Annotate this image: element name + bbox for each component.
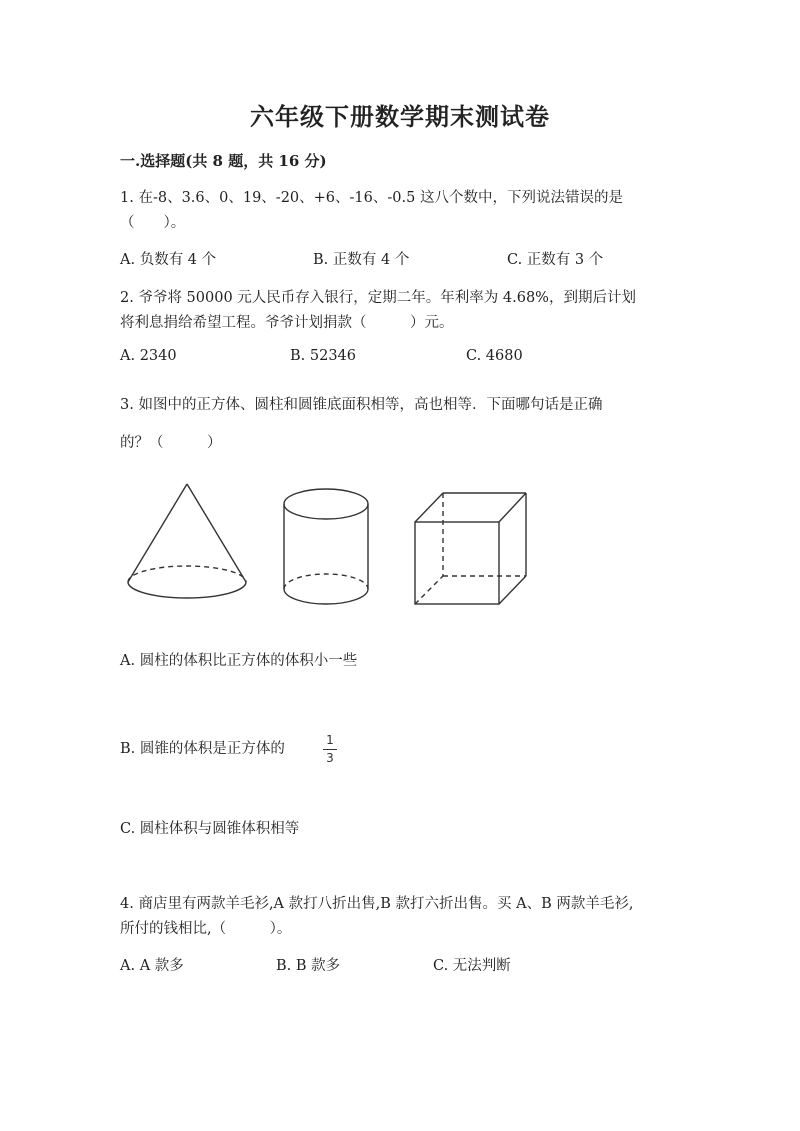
question-3-line-2: 的？（ ）: [120, 435, 222, 451]
question-4-line-1: 4. 商店里有两款羊毛衫,A 款打八折出售,B 款打六折出售。买 A、B 两款羊毛衫,: [120, 896, 634, 912]
question-2-line-1: 2. 爷爷将 50000 元人民币存入银行，定期二年。年利率为 4.68%，到期后计划: [120, 290, 636, 306]
question-3-option-a: A. 圆柱的体积比正方体的体积小一些: [120, 653, 358, 669]
question-2-line-2: 将利息捐给希望工程。爷爷计划捐款（ ）元。: [120, 315, 454, 331]
question-4-option-b: B. B 款多: [276, 958, 341, 974]
solids-figure: [110, 470, 550, 620]
question-3-line-1: 3. 如图中的正方体、圆柱和圆锥底面积相等，高也相等．下面哪句话是正确: [120, 397, 603, 413]
fraction-one-third: [322, 733, 338, 766]
section-heading: 一.选择题(共 8 题，共 16 分): [120, 152, 327, 170]
question-1-option-c: C. 正数有 3 个: [507, 252, 604, 268]
question-1-line-1: 1. 在-8、3.6、0、19、-20、+6、-16、-0.5 这八个数中，下列说法错误的是: [120, 190, 623, 206]
cube-figure: [415, 493, 526, 604]
question-2-option-a: A. 2340: [120, 348, 177, 364]
question-1-option-b: B. 正数有 4 个: [313, 252, 410, 268]
fraction-denominator: 3: [326, 751, 334, 765]
question-4-text: [120, 892, 680, 942]
question-4-line-2: 所付的钱相比,（ ）。: [120, 921, 292, 937]
fraction-numerator: 1: [326, 733, 334, 747]
question-2-option-b: B. 52346: [290, 348, 357, 364]
cone-figure: [128, 484, 246, 598]
question-2-option-c: C. 4680: [466, 348, 523, 364]
question-3-option-c: C. 圆柱体积与圆锥体积相等: [120, 821, 300, 837]
fraction-bar: [323, 749, 337, 750]
question-1-text: [120, 186, 680, 236]
question-2-text: [120, 286, 680, 336]
question-3-text: [120, 386, 680, 462]
question-3-option-b: B. 圆锥的体积是正方体的: [120, 741, 285, 757]
page-title: 六年级下册数学期末测试卷: [250, 102, 550, 131]
question-1-option-a: A. 负数有 4 个: [120, 252, 217, 268]
question-1-line-2: （ ）。: [120, 215, 186, 231]
question-4-option-c: C. 无法判断: [433, 958, 511, 974]
question-4-option-a: A. A 款多: [120, 958, 184, 974]
cylinder-figure: [284, 489, 368, 604]
